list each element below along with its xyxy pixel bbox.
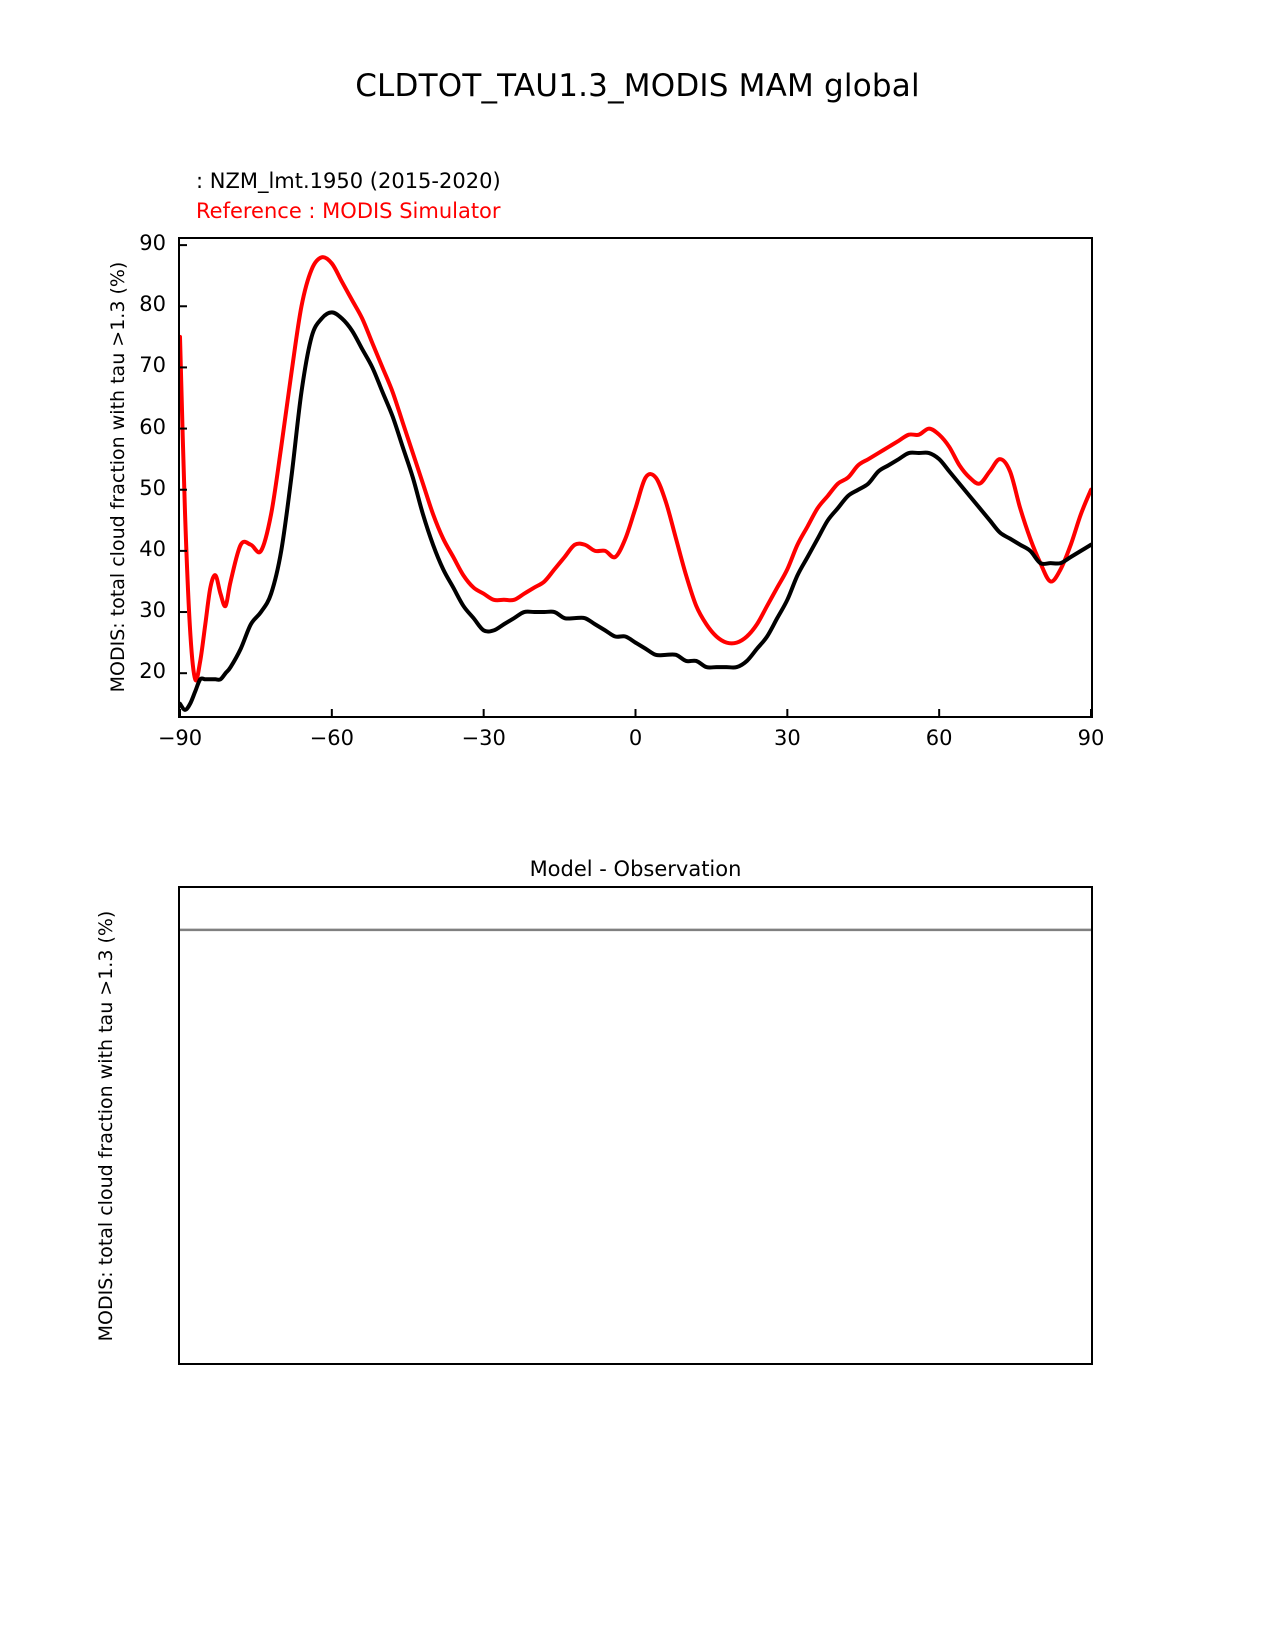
x-tick-label: −60: [309, 726, 354, 750]
series-line-1: [180, 257, 1091, 680]
chart-top-plot-area: [180, 239, 1091, 716]
y-tick-label: 40: [139, 536, 166, 561]
x-tick-label: −30: [461, 726, 506, 750]
x-tick-label: −90: [157, 726, 203, 750]
chart-bottom-ylabel: MODIS: total cloud fraction with tau >1.3 (%): [95, 910, 117, 1342]
page-title: CLDTOT_TAU1.3_MODIS MAM global: [355, 68, 920, 104]
y-tick-label: 60: [139, 414, 166, 439]
y-tick-label: 80: [139, 292, 166, 317]
x-tick-label: 0: [628, 726, 643, 750]
chart-top-ylabel: MODIS: total cloud fraction with tau >1.3 (%): [107, 261, 129, 693]
x-tick-label: 30: [773, 726, 801, 750]
y-tick-label: 20: [139, 659, 166, 684]
chart-bottom-ylabel-wrap: [92, 886, 120, 1365]
chart-bottom-plot-area: [180, 888, 1091, 1363]
x-tick-label: 90: [1077, 726, 1105, 750]
legend: [196, 166, 501, 226]
x-tick-label: 60: [925, 726, 953, 750]
chart-panel-bottom: [178, 886, 1093, 1365]
legend-model-label: : NZM_lmt.1950 (2015-2020): [196, 169, 501, 193]
y-tick-label: 70: [139, 353, 166, 378]
chart-panel-top: [178, 237, 1093, 718]
chart-bottom-title: Model - Observation: [529, 857, 742, 881]
y-tick-label: 30: [139, 598, 166, 623]
y-tick-label: 90: [139, 231, 166, 256]
legend-reference-label: Reference : MODIS Simulator: [196, 199, 501, 223]
y-tick-label: 50: [139, 475, 166, 500]
